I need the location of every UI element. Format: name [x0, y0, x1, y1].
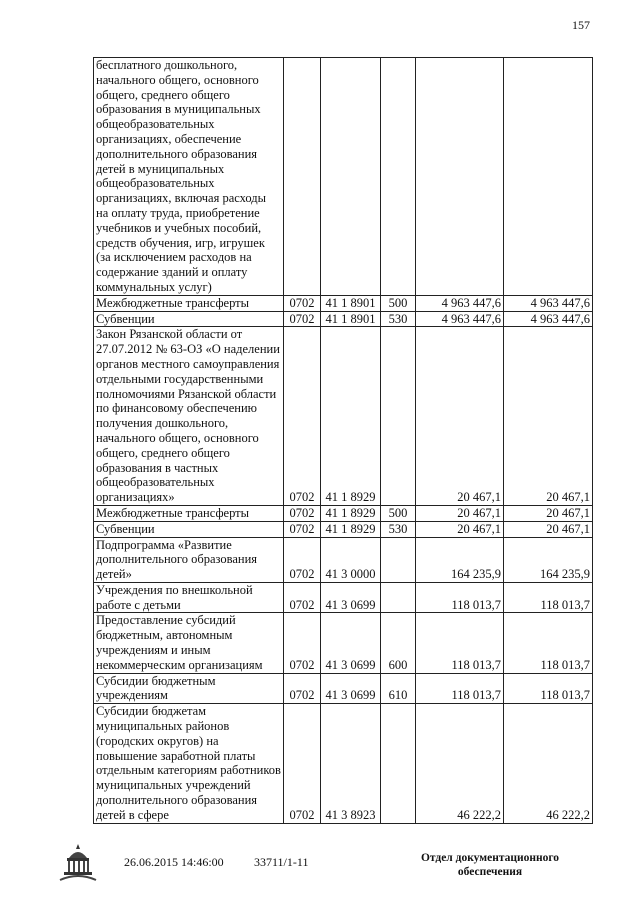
- cell-type: 500: [381, 505, 416, 521]
- cell-sum2: 164 235,9: [504, 537, 593, 582]
- cell-sum1: 118 013,7: [416, 673, 504, 704]
- cell-sum1: 4 963 447,6: [416, 295, 504, 311]
- cell-sum1: 46 222,2: [416, 704, 504, 823]
- cell-article: 41 3 0699: [321, 673, 381, 704]
- table-row: [94, 505, 593, 521]
- cell-sum1: 4 963 447,6: [416, 311, 504, 327]
- cell-article: 41 3 0000: [321, 537, 381, 582]
- cell-type: 610: [381, 673, 416, 704]
- cell-name: Межбюджетные трансферты: [94, 505, 284, 521]
- cell-section: 0702: [284, 537, 321, 582]
- cell-type: [381, 58, 416, 296]
- cell-sum1: 20 467,1: [416, 521, 504, 537]
- cell-sum2: 118 013,7: [504, 582, 593, 613]
- cell-name: Предоставление субсидий бюджетным, автономным учреждениям и иным некоммерческим организациям: [94, 613, 284, 673]
- cell-section: [284, 58, 321, 296]
- cell-sum2: 20 467,1: [504, 327, 593, 506]
- footer-department-line2: обеспечения: [457, 866, 523, 878]
- page-number: 157: [572, 18, 590, 32]
- table-row: [94, 327, 593, 506]
- cell-section: 0702: [284, 505, 321, 521]
- table-row: [94, 295, 593, 311]
- cell-article: 41 3 8923: [321, 704, 381, 823]
- cell-section: 0702: [284, 613, 321, 673]
- table-row: [94, 673, 593, 704]
- table-row: [94, 311, 593, 327]
- cell-sum1: 118 013,7: [416, 613, 504, 673]
- cell-article: 41 1 8901: [321, 311, 381, 327]
- cell-sum2: 20 467,1: [504, 505, 593, 521]
- cell-type: [381, 327, 416, 506]
- cell-article: 41 3 0699: [321, 582, 381, 613]
- cell-section: 0702: [284, 582, 321, 613]
- budget-table: [93, 57, 593, 824]
- table-row: [94, 613, 593, 673]
- footer-department: [410, 851, 570, 879]
- cell-name: Субвенции: [94, 521, 284, 537]
- cell-article: [321, 58, 381, 296]
- footer-doc-number: 33711/1-11: [254, 855, 309, 869]
- cell-article: 41 1 8901: [321, 295, 381, 311]
- cell-type: [381, 704, 416, 823]
- cell-article: 41 3 0699: [321, 613, 381, 673]
- cell-section: 0702: [284, 311, 321, 327]
- cell-sum1: 20 467,1: [416, 505, 504, 521]
- cell-sum2: 4 963 447,6: [504, 295, 593, 311]
- cell-type: [381, 582, 416, 613]
- cell-sum2: 118 013,7: [504, 673, 593, 704]
- duma-emblem-icon: [56, 842, 100, 884]
- cell-section: 0702: [284, 327, 321, 506]
- cell-sum1: 164 235,9: [416, 537, 504, 582]
- footer-department-line1: Отдел документационного: [420, 852, 560, 864]
- table-row: [94, 58, 593, 296]
- cell-sum1: 118 013,7: [416, 582, 504, 613]
- cell-sum1: [416, 58, 504, 296]
- cell-section: 0702: [284, 673, 321, 704]
- cell-name: Подпрограмма «Развитие дополнительного образования детей»: [94, 537, 284, 582]
- cell-name: бесплатного дошкольного, начального общего, основного общего, среднего общего образования в муниципальных общеобразовательных организациях, обеспечение дополнительного образования детей в муниципальных общеобразовательных организациях, включая расходы на оплату труда, приобретение учебников и учебных пособий, средств обучения, игр, игрушек (за исключением расходов на содержание зданий и оплату коммунальных услуг): [94, 58, 284, 296]
- cell-name: Субсидии бюджетным учреждениям: [94, 673, 284, 704]
- cell-section: 0702: [284, 521, 321, 537]
- cell-name: Субвенции: [94, 311, 284, 327]
- cell-type: 500: [381, 295, 416, 311]
- cell-sum2: 4 963 447,6: [504, 311, 593, 327]
- cell-type: [381, 537, 416, 582]
- cell-sum2: 118 013,7: [504, 613, 593, 673]
- cell-section: 0702: [284, 295, 321, 311]
- cell-type: 530: [381, 521, 416, 537]
- cell-name: Учреждения по внешкольной работе с детьми: [94, 582, 284, 613]
- cell-name: Субсидии бюджетам муниципальных районов (городских округов) на повышение заработной платы отдельным категориям работников муниципальных учреждений дополнительного образования детей в сфере: [94, 704, 284, 823]
- cell-sum1: 20 467,1: [416, 327, 504, 506]
- table-row: [94, 582, 593, 613]
- cell-article: 41 1 8929: [321, 327, 381, 506]
- cell-sum2: 20 467,1: [504, 521, 593, 537]
- table-row: [94, 521, 593, 537]
- budget-table-body: [94, 58, 593, 824]
- cell-article: 41 1 8929: [321, 521, 381, 537]
- cell-type: 600: [381, 613, 416, 673]
- table-row: [94, 704, 593, 823]
- cell-section: 0702: [284, 704, 321, 823]
- cell-type: 530: [381, 311, 416, 327]
- cell-sum2: 46 222,2: [504, 704, 593, 823]
- cell-name: Межбюджетные трансферты: [94, 295, 284, 311]
- footer-date: 26.06.2015 14:46:00: [124, 855, 224, 869]
- cell-name: Закон Рязанской области от 27.07.2012 № 63-ОЗ «О наделении органов местного самоуправления отдельными государственными полномочиями Рязанской области по финансовому обеспечению получения дошкольного, начального общего, основного общего, среднего общего образования в частных общеобразовательных организациях»: [94, 327, 284, 506]
- table-row: [94, 537, 593, 582]
- cell-article: 41 1 8929: [321, 505, 381, 521]
- cell-sum2: [504, 58, 593, 296]
